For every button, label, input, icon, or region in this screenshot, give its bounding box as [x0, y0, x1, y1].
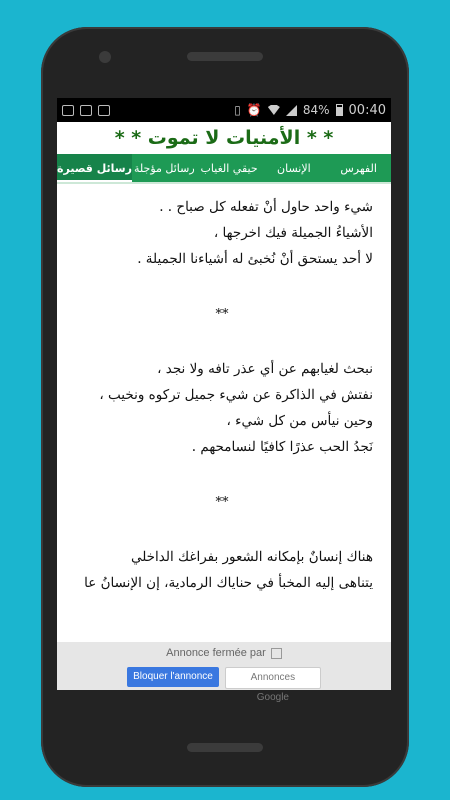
sim-icon	[98, 105, 110, 116]
text-line: يتناهى إليه المخبأ في حناياك الرمادية، إن الإنسانُ عا	[84, 575, 373, 591]
tab-short-letters[interactable]: رسائل قصيرة	[57, 154, 132, 182]
ad-closed-notice	[57, 642, 391, 661]
tab-bar	[57, 154, 391, 182]
vibrate-icon: ▯	[234, 103, 241, 117]
broken-image-icon	[271, 648, 282, 659]
app-title: * * الأمنيات لا تموت * *	[114, 127, 334, 149]
wifi-icon	[268, 105, 280, 115]
separator: **	[215, 307, 229, 322]
text-line: نبحث لغيابهم عن أي عذر تافه ولا نجد ،	[157, 361, 373, 377]
front-camera	[99, 51, 111, 63]
status-right-icons	[234, 103, 386, 118]
earpiece-speaker	[187, 52, 263, 61]
bottom-speaker	[187, 743, 263, 752]
ad-buttons	[57, 667, 391, 703]
article-body[interactable]	[57, 184, 391, 596]
status-bar	[57, 98, 391, 122]
block-ad-button[interactable]: Bloquer l'annonce	[127, 667, 219, 687]
ad-banner	[57, 642, 391, 703]
tab-index[interactable]: الفهرس	[340, 161, 377, 175]
alarm-icon: ⏰	[246, 103, 262, 117]
screen-bezel-right	[391, 98, 397, 690]
sim-icon	[62, 105, 74, 116]
screen	[57, 98, 391, 703]
tab-delayed-letters[interactable]: رسائل مؤجلة	[133, 161, 195, 175]
text-line: لا أحد يستحق أنْ نُخبئ له أشياءنا الجميلة .	[137, 251, 373, 267]
clock: 00:40	[348, 102, 386, 118]
battery-icon	[336, 104, 343, 116]
ad-closed-text: Annonce fermée par	[166, 647, 266, 659]
text-line: الأشياءُ الجميلة فيك اخرجها ،	[213, 225, 373, 241]
tab-human[interactable]: الإنسان	[277, 161, 311, 175]
image-icon	[80, 105, 92, 116]
text-line: نَجدُ الحب عذرًا كافيًا لنسامحهم .	[191, 439, 373, 455]
text-line: نفتش في الذاكرة عن شيء جميل تركوه ونخيب ،	[99, 387, 373, 403]
battery-percent: 84%	[302, 103, 330, 117]
signal-icon	[286, 105, 297, 116]
text-line: شيء واحد حاول أنْ تفعله كل صباح . .	[159, 199, 373, 215]
google-ads-button[interactable]: Annonces Google	[225, 667, 321, 689]
text-line: هناك إنسانٌ بإمكانه الشعور بفراغك الداخلي	[130, 549, 373, 565]
tab-absence[interactable]: حيقي الغياب	[200, 161, 258, 175]
text-line: وحين نيأس من كل شيء ،	[226, 413, 373, 429]
separator: **	[215, 495, 229, 510]
status-left-icons	[62, 105, 110, 116]
